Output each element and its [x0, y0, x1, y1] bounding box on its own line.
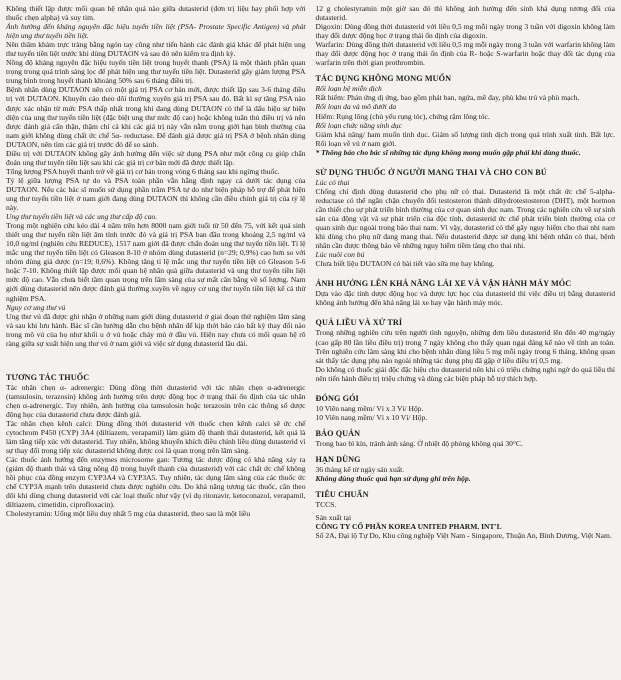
spacer [6, 348, 306, 366]
spacer [316, 383, 616, 387]
psa-paragraph-1: Nên thăm khám trực tràng bằng ngón tay cũng như tiến hành các đánh giá khác để phát hiện ung thư tuyến tiền liệt trước khi dùng DUTAON và sau đó nên kiểm tra định kỳ. [6, 40, 306, 59]
storage-paragraph: Trong bao bì kín, tránh ánh sáng. Ở nhiệt độ phòng không quá 30°C. [315, 438, 523, 448]
digoxin-paragraph: Digoxin: Dùng đồng thời dutasterid với liều 0,5 mg mỗi ngày trong 3 tuần với digoxin không làm thay đổi dược động học ở trạng thái ổn định của digoxin. [315, 22, 615, 41]
company-address: Số 2A, Đại lộ Tự Do, Khu công nghiệp Việt Nam - Singapore, Thuận An, Bình Dương, Việt Nam. [315, 531, 612, 541]
interaction-calcium-channel: Tác nhân chẹn kênh calci: Dùng đồng thời dutasterid với thuốc chẹn kênh calci sẽ ức chế cytochrom P450 (CYP) 3A4 (diltiazem, verapamil) làm giảm độ thanh thải dutasterid, kết quả là làm tăng tiếp xúc với dutasterid. Tuy nhiên, không khuyến khích điều chỉnh liều dùng dutasterid vì sự thay đổi trong tiếp xúc dutasterid không được coi là quan trọng trên lâm sàng. [6, 419, 306, 456]
psa-paragraph-6: Tỷ lệ giữa lượng PSA tự do và PSA toàn phần vẫn hằng định ngay cả dưới tác dụng của DUTAON. Nếu các bác sĩ muốn sử dụng phần trăm PSA tự do như biện pháp hỗ trợ để phát hiện ung thư tuyến tiền liệt ở nam giới đang dùng DUTAON thì không cần điều chỉnh giá trị của tỷ lệ này. [6, 175, 306, 213]
warfarin-paragraph: Warfarin: Dùng đồng thời dutasterid với liều 0,5 mg mỗi ngày trong 3 tuần với warfarin không làm thay đổi dược động học ở trạng thái ổn định của R- hoặc S-warfarin hoặc thay đổi tác dụng của warfarin trên thời gian prothrombin. [315, 40, 615, 68]
pregnancy-heading: SỬ DỤNG THUỐC Ở NGƯỜI MANG THAI VÀ CHO CON BÚ [315, 167, 547, 177]
overdose-paragraph-2: Do không có thuốc giải độc đặc hiệu cho dutasterid nên khi có triệu chứng nghi ngờ do quá liều thì nên tiến hành điều trị triệu chứng và dùng các biện pháp hỗ trợ thích hợp. [315, 364, 615, 383]
reproductive-paragraph: Giảm khả năng/ ham muốn tình dục. Giảm số lượng tinh dịch trong quá trình xuất tinh. Bất lực. Rối loạn về vú ở nam giới. [315, 129, 615, 148]
standard-heading: TIÊU CHUẨN [315, 490, 369, 500]
skin-subheading: Rối loạn da và mô dưới da [315, 102, 397, 112]
immune-subheading: Rối loạn hệ miễn dịch [315, 84, 382, 94]
side-effects-note: * Thông báo cho bác sĩ những tác dụng không mong muốn gặp phải khi dùng thuốc. [315, 147, 581, 157]
storage-heading: BẢO QUẢN [315, 428, 361, 438]
psa-paragraph-5: Tổng lượng PSA huyết thanh trở về giá trị cơ bản trong vòng 6 tháng sau khi ngừng thuốc. [6, 166, 280, 176]
lactation-paragraph: Chưa biết liệu DUTAON có bài tiết vào sữa mẹ hay không. [315, 259, 495, 269]
lactation-subheading: Lúc nuôi con bú [315, 250, 365, 260]
overdose-heading: QUÁ LIỀU VÀ XỬ TRÍ [315, 318, 403, 328]
interaction-liver-enzymes: Các thuốc ảnh hưởng đến enzymes microsome gan: Tương tác dược động có khả năng xảy ra (giảm độ thanh thải và tăng nồng độ trong huyết thanh của dutasterid) với các chất ức chế không hồi phục của đồng enzym CYP3A4 và CYP3A5. Tuy nhiên, tác dụng lâm sàng của các thuốc ức chế CYP3A mạnh trên dutasterid chưa được nghiên cứu. Do khả năng tương tác thuốc, cân theo dõi khi dùng chung dutasterid với các loại thuốc như vậy (ví dụ ritonavir, ketoconazol, verapamil, diltiazem, cimetidin, ciprofloxacin). [6, 455, 306, 510]
right-column [316, 4, 616, 680]
standard-value: TCCS. [315, 500, 337, 510]
expiry-heading: HẠN DÙNG [315, 454, 361, 464]
breast-cancer-subheading: Nguy cơ ung thư vú [6, 302, 66, 312]
spacer [316, 157, 616, 161]
interaction-alpha-blocker: Tác nhân chẹn α- adrenergic: Dùng đồng thời dutasterid với tác nhân chẹn α-adrenergic (tamsulosin, terazosin) không ảnh hưởng trên dược động học ở trạng thái ổn định của tác nhân chẹn α-adrenergic. Tuy nhiên, ảnh hưởng của tamsulosin hoặc terazosin trên các thông số dược động học của dutasterid chưa được đánh giá. [6, 382, 306, 419]
left-column [6, 4, 306, 680]
interaction-heading: TƯƠNG TÁC THUỐC [6, 372, 90, 382]
pregnancy-paragraph: Chống chỉ định dùng dutasterid cho phụ nữ có thai. Dutasterid là một chất ức chế 5-alpha-reductase có thể ngăn chặn chuyển đổi testosteron thành dihydrotestosteron (DHT), một hormon cần thiết cho sự phát triển bình thường của cơ quan sinh dục nam. Trong các nghiên cứu về sự sinh sản của động vật và sự phát triển của độc tính, dutasterid ức chế phát triển bình thường của cơ quan sinh dục ngoài trong bào thai nam. Vì vậy, dutasterid có thể gây nguy hiểm cho thai nhi nam khi dùng cho phụ nữ đang mang thai. Nếu dutasterid được sử dụng khi bệnh nhân có thai, bệnh nhân cần được thông báo về những nguy hiểm tiềm tàng cho thai nhi. [315, 186, 615, 251]
spacer [316, 307, 616, 311]
packaging-line-1: 10 Viên nang mềm/ Vỉ x 3 Vỉ/ Hộp. [315, 403, 424, 413]
psa-paragraph-4: Điều trị với DUTAON không gây ảnh hưởng đến việc sử dụng PSA như một công cụ giúp chẩn đoán ung thư tuyến tiền liệt sau khi các giá trị cơ bản mới đã được thiết lập. [6, 148, 306, 167]
cholestyramin-continued: 12 g cholestyramin một giờ sau đó thì không ảnh hưởng đến sinh khả dụng tương đối của dutasterid. [315, 4, 615, 23]
expiry-warning: Không dùng thuốc quá hạn sử dụng ghi trên hộp. [315, 474, 471, 484]
company-name: CÔNG TY CỔ PHẦN KOREA UNITED PHARM. INT'L [315, 522, 502, 532]
heart-failure-paragraph: Không thiết lập được mối quan hệ nhân quả nào giữa dutasterid (đơn trị liệu hay phối hợp với thuốc chẹn alpha) và suy tim. [6, 4, 306, 23]
cancer-subheading: Ung thư tuyến tiền liệt và các ung thư cấp độ cao. [6, 212, 158, 222]
overdose-paragraph-1: Trong những nghiên cứu trên người tình nguyện, những đơn liều dutasterid lên đến 40 mg/ngày (cao gấp 80 lần liều điều trị) trong 7 ngày không cho thấy quan ngại đáng kể nào về tính an toàn. Trên nghiên cứu lâm sàng khi cho bệnh nhân dùng liều 5 mg mỗi ngày trong 6 tháng, không quan sát thấy tác dụng phụ nào ngoài những tác dụng phụ đã gặp ở liều điều trị 0,5 mg. [315, 328, 615, 365]
psa-paragraph-2: Nồng độ kháng nguyên đặc hiệu tuyến tiền liệt trong huyết thanh (PSA) là một thành phần quan trọng trong quá trình sàng lọc để phát hiện ung thư tuyến tiền liệt. Dutasterid gây giảm lượng PSA trung bình trong huyết thanh khoảng 50% sau 6 tháng điều trị. [6, 58, 306, 86]
side-effects-heading: TÁC DỤNG KHÔNG MONG MUỐN [315, 74, 452, 84]
driving-paragraph: Dựa vào đặc tính dược động học và dược lực học của dutasterid thì việc điều trị bằng dutasterid không ảnh hưởng đến khả năng lái xe hay vận hành máy móc. [315, 289, 615, 308]
spacer [316, 268, 616, 272]
cancer-paragraph: Trong một nghiên cứu kéo dài 4 năm trên hơn 8000 nam giới tuổi từ 50 đến 75, với kết quả sinh thiết ung thư tuyến tiền liệt âm tính trước đó và giá trị PSA ban đầu trong khoảng 2,5 ng/ml và 10,0 ng/ml (nghiên cứu REDUCE), 1517 nam giới đã được chẩn đoán ung thư tuyến tiền liệt. Tỉ lệ mắc ung thư tuyến tiền liệt có Gleason 8-10 ở nhóm dùng dutasterid (n=29; 0,9%) cao hơn so với nhóm dùng giả dược (n=19; 0,6%). Không tăng tỉ lệ mắc ung thư tuyến tiền liệt có Gleason 5-6 hoặc 7-10. Không thiết lập được mối quan hệ nhân quả giữa dutasterid và ung thư tuyến tiền liệt mức độ cao. Vẫn chưa biết tầm quan trọng trên lâm sàng của sự mất cân bằng về số lượng. Nam giới dùng dutasterid nên được đánh giá thường xuyên về nguy cơ ung thư tuyến tiền liệt kể cả thử nghiệm PSA. [6, 221, 306, 303]
breast-cancer-paragraph: Ung thư vú đã được ghi nhận ở những nam giới dùng dutasterid ở giai đoạn thử nghiệm lâm sàng và sau khi lưu hành. Bác sĩ cần hướng dẫn cho bệnh nhân để kịp thời báo cáo bất kỳ thay đổi nào trong mô vú của họ như khối u ở vú hoặc chảy mủ ở đầu vú. Hiện nay chưa có mối quan hệ rõ ràng giữa sự xuất hiện ung thư vú ở nam giới và việc sử dụng dutasterid lâu dài. [6, 311, 306, 348]
psa-subheading: Ảnh hưởng đến kháng nguyên đặc hiệu tuyến tiền liệt (PSA- Prostate Specific Antigen) và phát hiện ung thư tuyến tiền liệt. [6, 22, 306, 41]
manufactured-at-label: Sản xuất tại [315, 513, 352, 523]
pregnancy-subheading: Lúc có thai [315, 177, 350, 187]
expiry-line-1: 36 tháng kể từ ngày sản xuất. [315, 465, 405, 475]
interaction-cholestyramin: Cholestyramin: Uống một liều duy nhất 5 mg của dutasterid, theo sau là một liều [6, 509, 251, 519]
packaging-heading: ĐÓNG GÓI [315, 393, 359, 403]
driving-heading: ẢNH HƯỞNG LÊN KHẢ NĂNG LÁI XE VÀ VẬN HÀNH MÁY MÓC [315, 279, 572, 289]
immune-paragraph: Rất hiếm: Phản ứng dị ứng, bao gồm phát ban, ngứa, mề đay, phù khu trú và phù mạch. [315, 93, 580, 103]
skin-paragraph: Hiếm: Rụng lông (chủ yếu rụng tóc), chứng rậm lông tóc. [315, 111, 490, 121]
psa-paragraph-3: Bệnh nhân dùng DUTAON nên có một giá trị PSA cơ bản mới, được thiết lập sau 3-6 tháng điều trị với DUTAON. Khuyến cáo theo dõi thường xuyên giá trị PSA sau đó. Bất kì sự tăng PSA nào được xác nhận từ mức PSA thấp nhất trong khi đang dùng DUTAON có thể là dấu hiệu sự hiện diện của ung thư tuyến tiền liệt (đặc biệt ung thư mức độ cao) hoặc không tuân thủ điều trị và nên được đánh giá cẩn thận, thậm chí cả khi các giá trị này vẫn nằm trong giới hạn bình thường của nam giới không dùng chất ức chế 5α- reductase. Để đánh giá được giá trị PSA ở bệnh nhân dùng DUTAON, nên tìm các giá trị trước đó để so sánh. [6, 85, 306, 149]
packaging-line-2: 10 Viên nang mềm/ Vỉ x 10 Vỉ/ Hộp. [315, 412, 428, 422]
reproductive-subheading: Rối loạn chức năng sinh dục [315, 120, 402, 130]
